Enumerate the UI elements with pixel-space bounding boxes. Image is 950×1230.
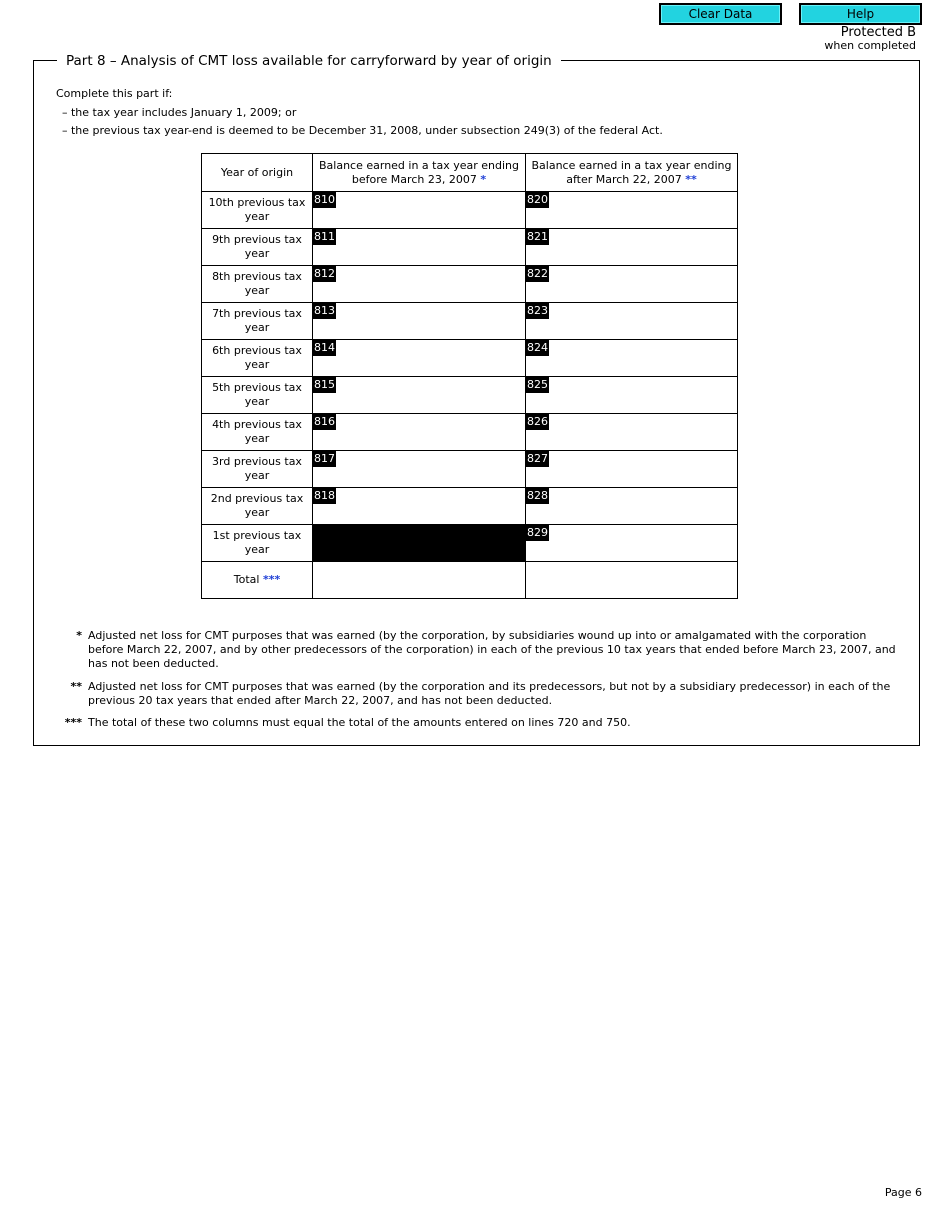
part-title: Part 8 – Analysis of CMT loss available for carryforward by year of origin [57, 52, 561, 70]
amount-cell-after [526, 303, 738, 340]
carryforward-table [201, 153, 738, 599]
amount-cell-before [313, 303, 526, 340]
table-total-row [202, 562, 738, 599]
amount-cell-after [526, 229, 738, 266]
double-asterisk: ** [685, 172, 697, 186]
table-row [202, 340, 738, 377]
amount-cell-after [526, 340, 738, 377]
amount-input-after[interactable] [550, 342, 735, 374]
amount-cell-after [526, 488, 738, 525]
year-of-origin-label: 5th previous tax year [202, 377, 313, 414]
amount-cell-before [313, 488, 526, 525]
year-of-origin-label: 7th previous tax year [202, 303, 313, 340]
amount-input-after[interactable] [550, 194, 735, 226]
col-header-before: Balance earned in a tax year ending before March 23, 2007 * [313, 154, 526, 192]
total-before-input[interactable] [337, 564, 523, 596]
line-code-label: 813 [314, 304, 335, 317]
protected-b-label [824, 26, 916, 51]
intro-text: Complete this part if: [56, 87, 173, 100]
table-row [202, 525, 738, 562]
amount-input-before[interactable] [337, 379, 523, 411]
line-code-label: 826 [527, 415, 548, 428]
footnote-mark: *** [64, 716, 82, 730]
table-row [202, 303, 738, 340]
amount-input-after[interactable] [550, 268, 735, 300]
amount-cell-after [526, 266, 738, 303]
table-header-row [202, 154, 738, 192]
amount-cell-after [526, 525, 738, 562]
amount-cell-before [313, 451, 526, 488]
amount-input-before[interactable] [337, 490, 523, 522]
line-code-label: 828 [527, 489, 548, 502]
footnote [56, 716, 896, 730]
line-code-label: 816 [314, 415, 335, 428]
line-code-label: 824 [527, 341, 548, 354]
amount-cell-before [313, 414, 526, 451]
page-number: Page 6 [884, 1186, 922, 1199]
amount-input-before[interactable] [337, 453, 523, 485]
line-code-label: 812 [314, 267, 335, 280]
table-row [202, 414, 738, 451]
line-code-label: 811 [314, 230, 335, 243]
amount-cell-after [526, 451, 738, 488]
col-header-year: Year of origin [202, 154, 313, 192]
year-of-origin-label: 4th previous tax year [202, 414, 313, 451]
footnote-mark: * [76, 629, 82, 642]
line-code-label: 815 [314, 378, 335, 391]
triple-asterisk: *** [262, 573, 281, 586]
line-code-label: 820 [527, 193, 548, 206]
table-row [202, 377, 738, 414]
footnotes [56, 629, 896, 738]
condition-1: – the tax year includes January 1, 2009; or [62, 105, 297, 119]
amount-cell-before [313, 266, 526, 303]
amount-input-before[interactable] [337, 268, 523, 300]
footnote-mark: ** [70, 679, 82, 693]
footnote-text: The total of these two columns must equal the total of the amounts entered on lines 720 and 750. [88, 716, 631, 730]
amount-cell-after [526, 192, 738, 229]
shaded-unavailable-cell [313, 525, 526, 562]
footnote-text: Adjusted net loss for CMT purposes that was earned (by the corporation, by subsidiaries wound up into or amalgamated with the corporation before March 22, 2007, and by other predecessors of the corporation) in each of the previous 10 tax years that ended before March 23, 2007, and has not been deducted. [88, 629, 896, 671]
footnote-text: Adjusted net loss for CMT purposes that was earned (by the corporation and its predecessors, but not by a subsidiary predecessor) in each of the previous 20 tax years that ended after March 22, 2007, and has not been deducted. [88, 679, 891, 707]
condition-2: – the previous tax year-end is deemed to be December 31, 2008, under subsection 249(3) of the federal Act. [62, 124, 663, 137]
amount-input-after[interactable] [550, 453, 735, 485]
year-of-origin-label: 2nd previous tax year [202, 488, 313, 525]
protected-subtitle: when completed [824, 39, 916, 52]
help-button[interactable]: Help [800, 4, 921, 24]
line-code-label: 818 [314, 489, 335, 502]
col-header-after: Balance earned in a tax year ending after March 22, 2007 ** [526, 154, 738, 192]
year-of-origin-label: 3rd previous tax year [202, 451, 313, 488]
amount-cell-after [526, 414, 738, 451]
line-code-label: 823 [527, 304, 548, 317]
amount-input-after[interactable] [550, 305, 735, 337]
table-row [202, 229, 738, 266]
line-code-label: 822 [527, 267, 548, 280]
table-row [202, 488, 738, 525]
amount-input-after[interactable] [550, 379, 735, 411]
total-before-cell [313, 562, 526, 599]
part-8-section [33, 53, 920, 746]
amount-input-after[interactable] [550, 231, 735, 263]
amount-input-before[interactable] [337, 416, 523, 448]
line-code-label: 817 [314, 452, 335, 465]
intro-block [56, 85, 663, 141]
amount-input-before[interactable] [337, 342, 523, 374]
line-code-label: 829 [527, 526, 548, 539]
total-after-input[interactable] [550, 564, 735, 596]
total-label: Total *** [202, 562, 313, 599]
year-of-origin-label: 10th previous tax year [202, 192, 313, 229]
amount-cell-before [313, 229, 526, 266]
protected-title: Protected B [840, 25, 916, 40]
amount-cell-after [526, 377, 738, 414]
year-of-origin-label: 1st previous tax year [202, 525, 313, 562]
year-of-origin-label: 6th previous tax year [202, 340, 313, 377]
line-code-label: 810 [314, 193, 335, 206]
amount-input-before[interactable] [337, 305, 523, 337]
amount-input-before[interactable] [337, 231, 523, 263]
total-after-cell [526, 562, 738, 599]
amount-input-after[interactable] [550, 527, 735, 559]
table-row [202, 266, 738, 303]
line-code-label: 825 [527, 378, 548, 391]
table-row [202, 192, 738, 229]
amount-input-after[interactable] [550, 490, 735, 522]
amount-cell-before [313, 192, 526, 229]
single-asterisk: * [480, 172, 487, 186]
table-row [202, 451, 738, 488]
clear-data-button[interactable]: Clear Data [660, 4, 781, 24]
footnote [56, 629, 896, 672]
amount-input-after[interactable] [550, 416, 735, 448]
amount-cell-before [313, 377, 526, 414]
year-of-origin-label: 8th previous tax year [202, 266, 313, 303]
year-of-origin-label: 9th previous tax year [202, 229, 313, 266]
line-code-label: 821 [527, 230, 548, 243]
amount-input-before[interactable] [337, 194, 523, 226]
amount-cell-before [313, 340, 526, 377]
line-code-label: 827 [527, 452, 548, 465]
footnote [56, 680, 896, 708]
line-code-label: 814 [314, 341, 335, 354]
